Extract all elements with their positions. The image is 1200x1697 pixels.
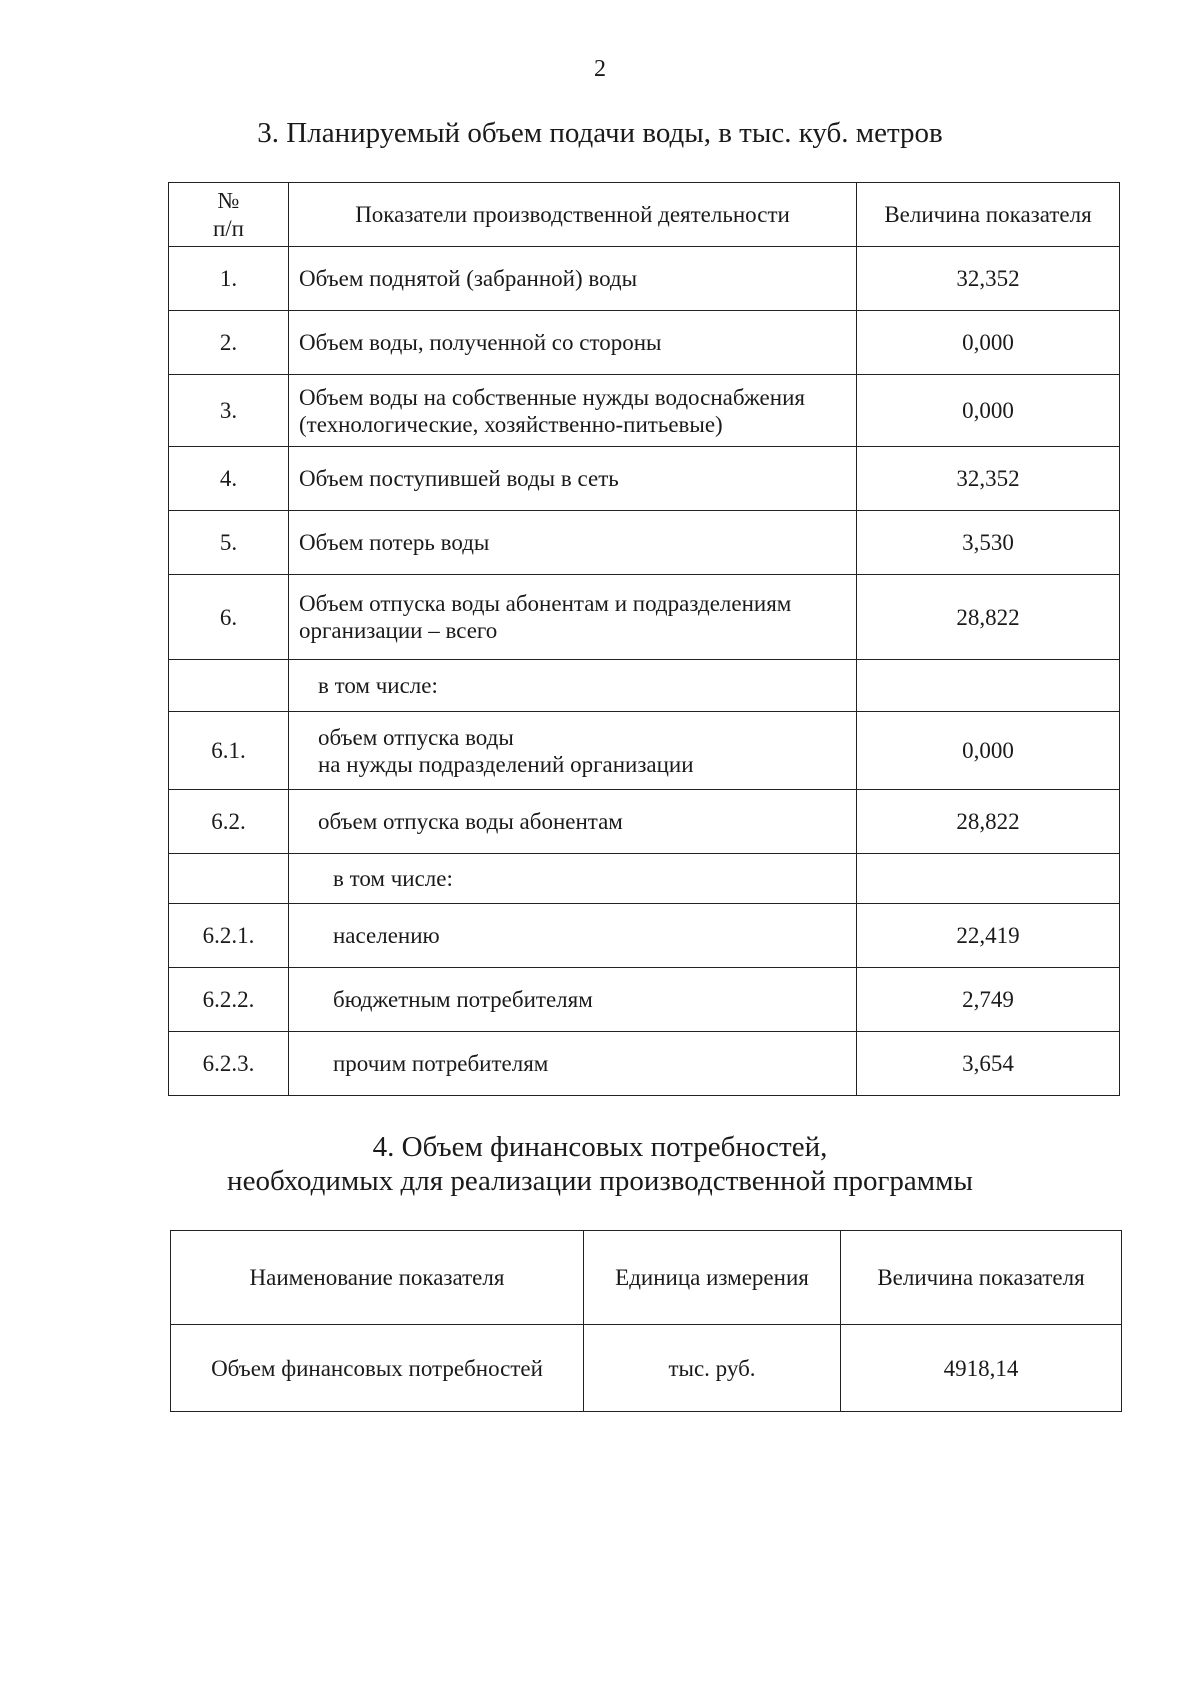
header-value: Величина показателя bbox=[841, 1231, 1122, 1325]
header-number-abbr: п/п bbox=[212, 215, 244, 241]
table-row bbox=[169, 660, 1120, 712]
row-number bbox=[169, 854, 289, 904]
section-4-title-line: необходимых для реализации производственной программы bbox=[227, 1165, 973, 1197]
row-indicator: бюджетным потребителям bbox=[289, 968, 857, 1032]
row-indicator: объем отпуска воды абонентам bbox=[289, 790, 857, 854]
section-4-title-line: 4. Объем финансовых потребностей, bbox=[372, 1131, 828, 1163]
row-value: 32,352 bbox=[857, 247, 1120, 311]
row-number: 4. bbox=[169, 447, 289, 511]
row-number: 6.2. bbox=[169, 790, 289, 854]
row-value: 0,000 bbox=[857, 712, 1120, 790]
table-row bbox=[169, 311, 1120, 375]
row-value: 0,000 bbox=[857, 311, 1120, 375]
row-number: 6.2.3. bbox=[169, 1032, 289, 1096]
row-number: 2. bbox=[169, 311, 289, 375]
table-row bbox=[169, 854, 1120, 904]
row-indicator-line: Объем воды на собственные нужды водоснабжения bbox=[299, 384, 805, 410]
row-indicator: Объем поднятой (забранной) воды bbox=[289, 247, 857, 311]
section-3-title: 3. Планируемый объем подачи воды, в тыс. куб. метров bbox=[257, 117, 943, 149]
header-indicator: Показатели производственной деятельности bbox=[289, 183, 857, 247]
row-number: 1. bbox=[169, 247, 289, 311]
row-number: 6.2.1. bbox=[169, 904, 289, 968]
row-value: 4918,14 bbox=[841, 1325, 1122, 1412]
row-indicator-line: организации – всего bbox=[299, 618, 498, 643]
row-number: 5. bbox=[169, 511, 289, 575]
table-row bbox=[169, 904, 1120, 968]
row-number: 6. bbox=[169, 575, 289, 660]
page-number: 2 bbox=[594, 56, 606, 82]
row-value bbox=[857, 660, 1120, 712]
table-header-row bbox=[171, 1231, 1122, 1325]
row-indicator: в том числе: bbox=[289, 660, 857, 712]
header-unit: Единица измерения bbox=[584, 1231, 841, 1325]
table-row bbox=[169, 247, 1120, 311]
water-supply-table bbox=[168, 182, 1120, 1096]
section-4-title bbox=[0, 1130, 1200, 1198]
row-indicator: Объем поступившей воды в сеть bbox=[289, 447, 857, 511]
row-value: 22,419 bbox=[857, 904, 1120, 968]
row-value: 3,530 bbox=[857, 511, 1120, 575]
row-indicator-line: (технологические, хозяйственно-питьевые) bbox=[299, 411, 723, 437]
row-indicator-line: на нужды подразделений организации bbox=[318, 751, 694, 777]
table-row bbox=[169, 790, 1120, 854]
row-unit: тыс. руб. bbox=[584, 1325, 841, 1412]
row-value: 32,352 bbox=[857, 447, 1120, 511]
row-indicator-line: Объем отпуска воды абонентам и подразделениям bbox=[299, 591, 792, 616]
table-row bbox=[169, 511, 1120, 575]
header-number-cell bbox=[169, 183, 289, 247]
table-row bbox=[169, 968, 1120, 1032]
row-indicator bbox=[289, 575, 857, 660]
row-value: 28,822 bbox=[857, 575, 1120, 660]
row-value: 3,654 bbox=[857, 1032, 1120, 1096]
row-indicator bbox=[289, 712, 857, 790]
row-number: 6.2.2. bbox=[169, 968, 289, 1032]
header-value: Величина показателя bbox=[857, 183, 1120, 247]
table-row bbox=[169, 375, 1120, 447]
row-value: 2,749 bbox=[857, 968, 1120, 1032]
table-row bbox=[171, 1325, 1122, 1412]
row-value bbox=[857, 854, 1120, 904]
header-number-symbol: № bbox=[217, 187, 240, 213]
table-row bbox=[169, 575, 1120, 660]
row-indicator: Объем воды, полученной со стороны bbox=[289, 311, 857, 375]
row-indicator: в том числе: bbox=[289, 854, 857, 904]
row-name: Объем финансовых потребностей bbox=[171, 1325, 584, 1412]
financial-needs-table bbox=[170, 1230, 1122, 1412]
row-number bbox=[169, 660, 289, 712]
row-number: 3. bbox=[169, 375, 289, 447]
row-indicator-line: объем отпуска воды bbox=[318, 724, 514, 750]
table-header-row bbox=[169, 183, 1120, 247]
row-indicator: прочим потребителям bbox=[289, 1032, 857, 1096]
row-indicator bbox=[289, 375, 857, 447]
row-indicator: Объем потерь воды bbox=[289, 511, 857, 575]
row-value: 0,000 bbox=[857, 375, 1120, 447]
table-row bbox=[169, 447, 1120, 511]
table-row bbox=[169, 1032, 1120, 1096]
table-row bbox=[169, 712, 1120, 790]
row-indicator: населению bbox=[289, 904, 857, 968]
row-value: 28,822 bbox=[857, 790, 1120, 854]
row-number: 6.1. bbox=[169, 712, 289, 790]
header-name: Наименование показателя bbox=[171, 1231, 584, 1325]
